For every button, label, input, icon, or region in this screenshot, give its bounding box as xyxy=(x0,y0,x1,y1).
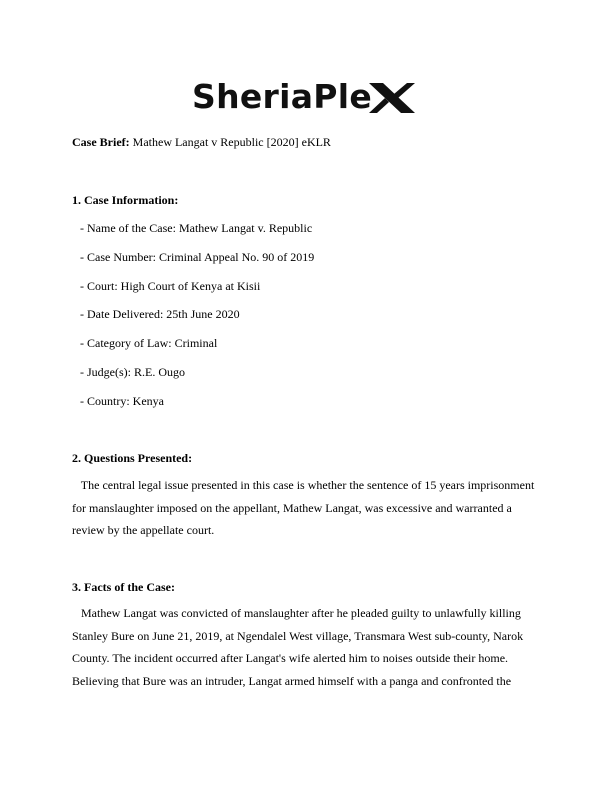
case-info-item: - Judge(s): R.E. Ougo xyxy=(80,365,185,379)
section-heading-questions-presented: 2. Questions Presented: xyxy=(72,451,193,465)
logo-x-icon xyxy=(367,80,417,116)
questions-presented-paragraph xyxy=(72,474,544,542)
section-heading-case-information: 1. Case Information: xyxy=(72,193,179,207)
paragraph-line: County. The incident occurred after Langat's wife alerted him to noises outside their home. xyxy=(72,651,509,665)
case-info-item: - Case Number: Criminal Appeal No. 90 of 2019 xyxy=(80,250,315,264)
paragraph-line: Stanley Bure on June 21, 2019, at Ngendalel West village, Transmara West sub-county, Narok xyxy=(72,628,524,643)
paragraph-line: for manslaughter imposed on the appellant, Mathew Langat, was excessive and warranted a xyxy=(72,500,512,515)
section-heading-facts: 3. Facts of the Case: xyxy=(72,580,175,594)
case-info-item: - Court: High Court of Kenya at Kisii xyxy=(80,279,261,293)
case-info-item: - Country: Kenya xyxy=(80,394,164,408)
paragraph-line: Mathew Langat was convicted of manslaughter after he pleaded guilty to unlawfully killing xyxy=(72,606,521,620)
facts-paragraph xyxy=(72,602,544,692)
paragraph-line: Believing that Bure was an intruder, Langat armed himself with a panga and confronted the xyxy=(72,673,512,688)
logo-wordmark: SheriaPle xyxy=(192,77,373,116)
paragraph-line: The central legal issue presented in this case is whether the sentence of 15 years imprisonment xyxy=(72,478,535,492)
sheriaplex-logo xyxy=(192,74,422,120)
case-info-item: - Date Delivered: 25th June 2020 xyxy=(80,307,240,321)
case-brief-label: Case Brief: xyxy=(72,135,130,149)
case-brief-title xyxy=(72,134,331,150)
case-info-item: - Name of the Case: Mathew Langat v. Republic xyxy=(80,221,313,235)
case-info-item: - Category of Law: Criminal xyxy=(80,336,218,350)
case-brief-name: Mathew Langat v Republic [2020] eKLR xyxy=(132,135,331,149)
paragraph-line: review by the appellate court. xyxy=(72,523,215,537)
